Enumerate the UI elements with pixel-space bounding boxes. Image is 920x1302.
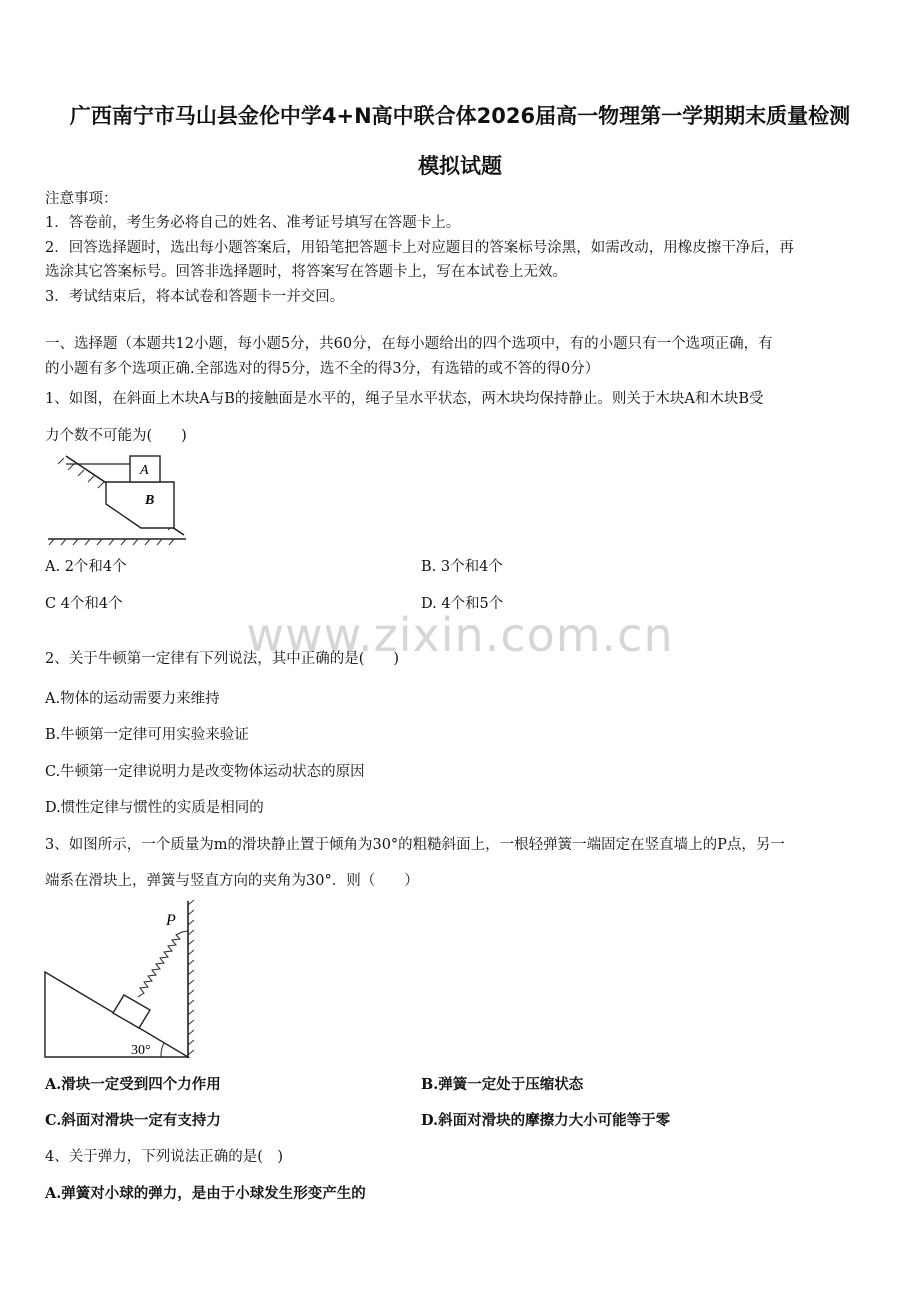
q1-option-c[interactable]: C 4个和4个	[45, 596, 123, 612]
q3-stem-line1: 3、如图所示，一个质量为m的滑块静止置于倾角为30°的粗糙斜面上，一根轻弹簧一端固定在竖直墙上的P点，另一	[45, 837, 785, 853]
q3-label-p: P	[166, 912, 176, 929]
q3-option-c[interactable]: C.斜面对滑块一定有支持力	[45, 1112, 221, 1129]
q1-ground-hatch	[49, 539, 174, 545]
q1-stem-line1: 1、如图，在斜面上木块A与B的接触面是水平的，绳子呈水平状态，两木块均保持静止。则关于木块A和木块B受	[45, 391, 764, 407]
notice-item-3: 3．考试结束后，将本试卷和答题卡一并交回。	[45, 289, 345, 305]
notice-item-2a: 2．回答选择题时，选出每小题答案后，用铅笔把答题卡上对应题目的答案标号涂黑，如需改动，用橡皮擦干净后，再	[45, 240, 794, 256]
q2-stem: 2、关于牛顿第一定律有下列说法，其中正确的是( )	[45, 651, 400, 667]
page-title-line2: 模拟试题	[418, 154, 502, 178]
q3-stem-line2: 端系在滑块上，弹簧与竖直方向的夹角为30°．则（ ）	[45, 873, 419, 889]
q3-figure	[42, 897, 202, 1062]
q2-option-d[interactable]: D.惯性定律与惯性的实质是相同的	[45, 800, 264, 816]
watermark: www.zixin.com.cn	[246, 608, 674, 662]
q3-option-d[interactable]: D.斜面对滑块的摩擦力大小可能等于零	[421, 1112, 671, 1129]
q1-label-a: A	[140, 463, 149, 478]
notice-item-1: 1．答卷前，考生务必将自己的姓名、准考证号填写在答题卡上。	[45, 215, 461, 231]
q2-option-c[interactable]: C.牛顿第一定律说明力是改变物体运动状态的原因	[45, 764, 365, 780]
q1-option-b[interactable]: B. 3个和4个	[421, 559, 503, 575]
q3-option-a[interactable]: A.滑块一定受到四个力作用	[45, 1076, 221, 1093]
q3-option-b[interactable]: B.弹簧一定处于压缩状态	[421, 1076, 584, 1093]
q2-option-b[interactable]: B.牛顿第一定律可用实验来验证	[45, 727, 249, 743]
section1-instructions-line1: 一、选择题（本题共12小题，每小题5分，共60分，在每小题给出的四个选项中，有的小题只有一个选项正确，有	[45, 336, 773, 352]
page-title-line1: 广西南宁市马山县金伦中学4+N高中联合体2026届高一物理第一学期期末质量检测	[69, 104, 851, 128]
notice-item-2b: 选涂其它答案标号。回答非选择题时，将答案写在答题卡上，写在本试卷上无效。	[45, 264, 567, 280]
notice-heading: 注意事项：	[45, 191, 118, 207]
q3-wall-hatch	[188, 900, 194, 1055]
q1-stem-line2: 力个数不可能为( )	[45, 428, 187, 444]
q4-stem: 4、关于弹力，下列说法正确的是( )	[45, 1149, 284, 1165]
q1-block-b	[106, 482, 174, 528]
section1-instructions-line2: 的小题有多个选项正确.全部选对的得5分，选不全的得3分，有选错的或不答的得0分）	[45, 361, 600, 377]
q1-option-a[interactable]: A. 2个和4个	[45, 559, 127, 575]
q3-label-angle: 30°	[131, 1043, 151, 1058]
q2-option-a[interactable]: A.物体的运动需要力来维持	[45, 691, 220, 707]
q1-figure	[44, 452, 194, 547]
q1-label-b: B	[145, 493, 155, 508]
q3-spring	[138, 931, 188, 997]
q1-option-d[interactable]: D. 4个和5个	[421, 596, 504, 612]
q4-option-a[interactable]: A.弹簧对小球的弹力，是由于小球发生形变产生的	[45, 1185, 366, 1202]
